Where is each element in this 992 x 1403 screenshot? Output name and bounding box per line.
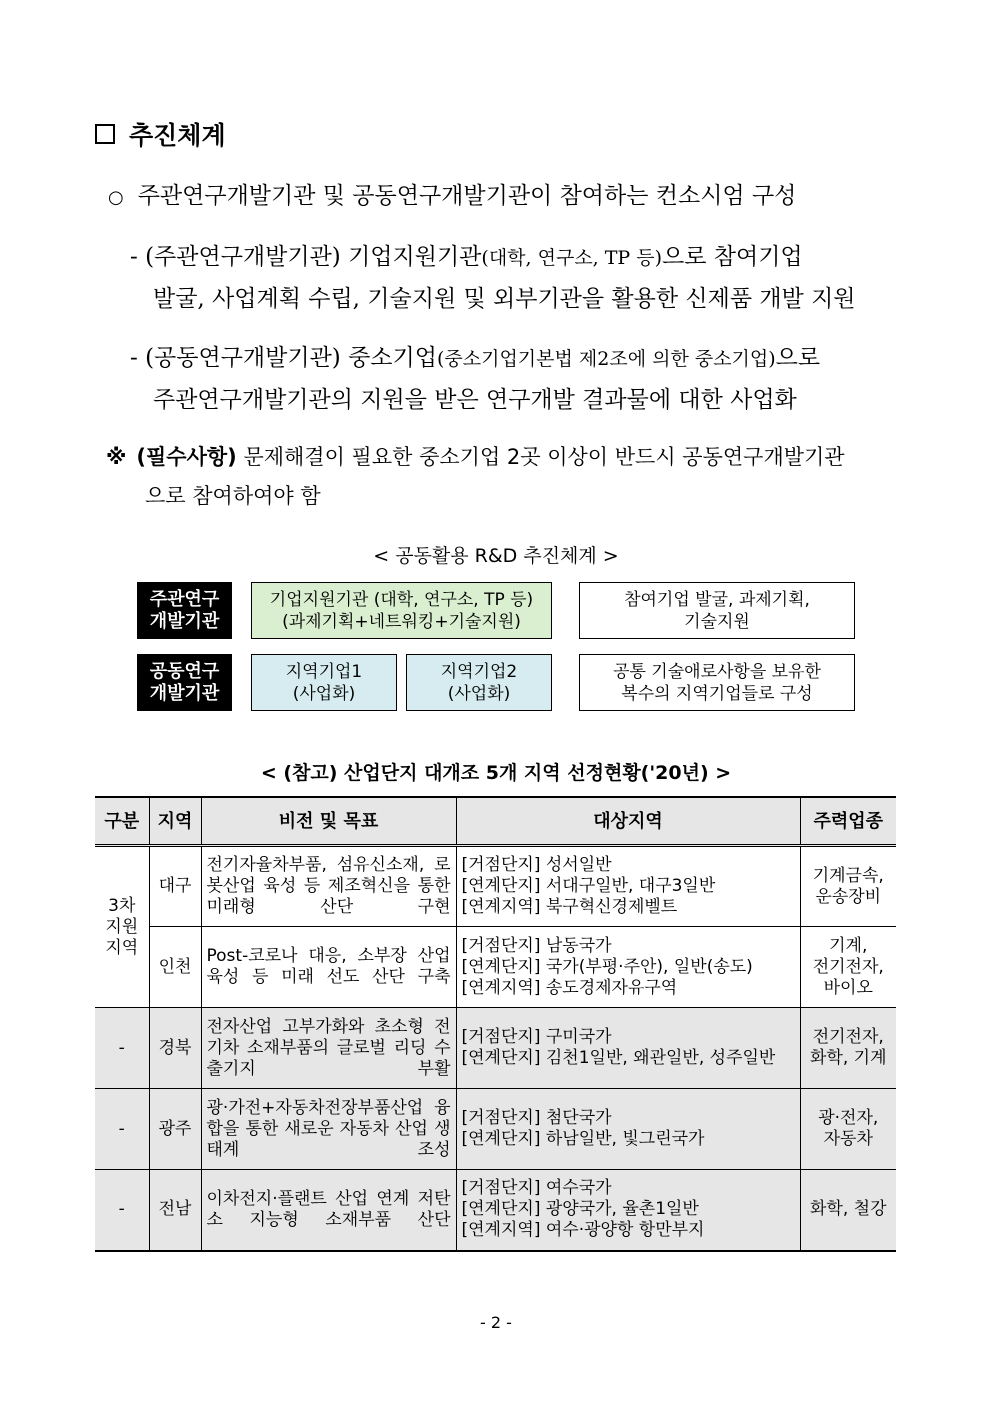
header-category: 구분 (95, 797, 149, 846)
box-line: 복수의 지역기업들로 구성 (621, 683, 813, 704)
label-line: 주관연구 (149, 588, 220, 610)
target-line: [연계지역] 여수·광양항 항만부지 (461, 1220, 705, 1241)
box-line: 지역기업2 (440, 661, 518, 682)
box-line: (과제기획+네트워킹+기술지원) (282, 611, 521, 632)
target-line: [연계단지] 김천1일반, 왜관일반, 성주일반 (461, 1048, 776, 1068)
box-line: 참여기업 발굴, 과제기획, (624, 589, 810, 610)
header-target-area: 대상지역 (456, 797, 800, 846)
label-line: 개발기관 (149, 610, 220, 632)
target-cell (456, 846, 800, 927)
industry-cell: 기계, 전기전자, 바이오 (800, 927, 896, 1008)
target-line: [거점단지] 남동국가 (461, 935, 612, 956)
dash-item-2-line2: 주관연구개발기관의 지원을 받은 연구개발 결과물에 대한 사업화 (153, 387, 797, 413)
dash1-paren: (대학, 연구소, TP 등) (481, 247, 663, 269)
region-cell: 인천 (149, 927, 201, 1008)
dash2-paren: (중소기업기본법 제2조에 의한 중소기업) (436, 348, 776, 370)
header-vision: 비전 및 목표 (201, 797, 456, 846)
dash1-tail: 으로 참여기업 (662, 244, 803, 270)
table-header-row (95, 797, 896, 846)
joint-role-box (579, 654, 855, 711)
section-title: 추진체계 (129, 121, 226, 150)
industry-cell: 기계금속, 운송장비 (800, 846, 896, 927)
target-line: [거점단지] 성서일반 (461, 855, 612, 875)
box-line: (사업화) (292, 683, 356, 704)
target-line: [거점단지] 여수국가 (461, 1178, 612, 1199)
dash-item-1 (130, 238, 803, 271)
vision-cell: 전자산업 고부가화와 초소형 전기차 소재부품의 글로벌 리딩 수출기지 부활 (201, 1008, 456, 1089)
bullet-text: 주관연구개발기관 및 공동연구개발기관이 참여하는 컨소시엄 구성 (137, 183, 797, 209)
checkbox-square-icon (95, 124, 115, 144)
note-line2: 으로 참여하여야 함 (145, 484, 321, 508)
regional-company-1-box (251, 654, 397, 711)
label-line: 공동연구 (149, 660, 220, 682)
target-cell (456, 1008, 800, 1089)
region-cell: 대구 (149, 846, 201, 927)
target-line: [거점단지] 구미국가 (461, 1027, 612, 1047)
box-line: (사업화) (447, 683, 511, 704)
box-line: 기술지원 (684, 611, 750, 632)
note-bold: (필수사항) (136, 445, 237, 469)
target-cell (456, 1170, 800, 1251)
category-cell: - (95, 1089, 149, 1170)
target-cell (456, 927, 800, 1008)
main-role-box (579, 582, 855, 639)
target-line: [연계단지] 하남일반, 빛그린국가 (461, 1129, 705, 1149)
header-industry: 주력업종 (800, 797, 896, 846)
target-line: [연계지역] 북구혁신경제벨트 (461, 897, 678, 917)
vision-cell: 전기자율차부품, 섬유신소재, 로봇산업 육성 등 제조혁신을 통한 미래형 산단 구현 (201, 846, 456, 927)
joint-institution-label (137, 654, 232, 711)
group-label-cell: 3차 지원 지역 (95, 846, 149, 1008)
vision-cell: 광·가전+자동차전장부품산업 융합을 통한 새로운 자동차 산업 생태계 조성 (201, 1089, 456, 1170)
vision-cell: Post-코로나 대응, 소부장 산업 육성 등 미래 선도 산단 구축 (201, 927, 456, 1008)
dash2-lead: - (공동연구개발기관) 중소기업 (130, 345, 437, 371)
table-title: < (참고) 산업단지 대개조 5개 지역 선정현황('20년) > (260, 762, 732, 784)
dash-item-1-line2: 발굴, 사업계획 수립, 기술지원 및 외부기관을 활용한 신제품 개발 지원 (153, 286, 856, 312)
table-row (95, 1008, 896, 1089)
table-row (95, 1170, 896, 1251)
page-number: - 2 - (480, 1313, 512, 1332)
region-cell: 경북 (149, 1008, 201, 1089)
support-institution-box (251, 582, 552, 639)
regional-company-2-box (406, 654, 552, 711)
label-line: 개발기관 (149, 682, 220, 704)
box-line: 지역기업1 (285, 661, 363, 682)
circle-bullet-icon: ○ (108, 187, 124, 208)
table-row (95, 927, 896, 1008)
note-line (106, 441, 845, 471)
dash1-lead: - (주관연구개발기관) 기업지원기관 (130, 244, 482, 270)
note-text: 문제해결이 필요한 중소기업 2곳 이상이 반드시 공동연구개발기관 (243, 445, 845, 469)
table-row (95, 846, 896, 927)
region-selection-table (95, 796, 896, 1252)
box-line: 기업지원기관 (대학, 연구소, TP 등) (269, 589, 534, 610)
industry-cell: 전기전자, 화학, 기계 (800, 1008, 896, 1089)
region-cell: 전남 (149, 1170, 201, 1251)
dash-item-2 (130, 339, 820, 372)
category-cell: - (95, 1170, 149, 1251)
box-line: 공통 기술애로사항을 보유한 (613, 661, 821, 682)
bullet-line (108, 177, 796, 210)
vision-cell: 이차전지·플랜트 산업 연계 저탄소 지능형 소재부품 산단 (201, 1170, 456, 1251)
table-row (95, 1089, 896, 1170)
industry-cell: 광·전자, 자동차 (800, 1089, 896, 1170)
diagram-title: < 공동활용 R&D 추진체계 > (373, 545, 619, 567)
target-line: [연계지역] 송도경제자유구역 (461, 977, 678, 998)
target-line: [연계단지] 광양국가, 율촌1일반 (461, 1199, 699, 1220)
reference-mark-icon: ※ (106, 445, 127, 469)
header-region: 지역 (149, 797, 201, 846)
industry-cell: 화학, 철강 (800, 1170, 896, 1251)
category-cell: - (95, 1008, 149, 1089)
region-cell: 광주 (149, 1089, 201, 1170)
section-heading (95, 116, 226, 152)
dash2-tail: 으로 (775, 345, 821, 371)
target-line: [연계단지] 서대구일반, 대구3일반 (461, 876, 716, 896)
main-institution-label (137, 582, 232, 639)
target-line: [거점단지] 첨단국가 (461, 1108, 612, 1128)
target-cell (456, 1089, 800, 1170)
target-line: [연계단지] 국가(부평·주안), 일반(송도) (461, 956, 753, 977)
